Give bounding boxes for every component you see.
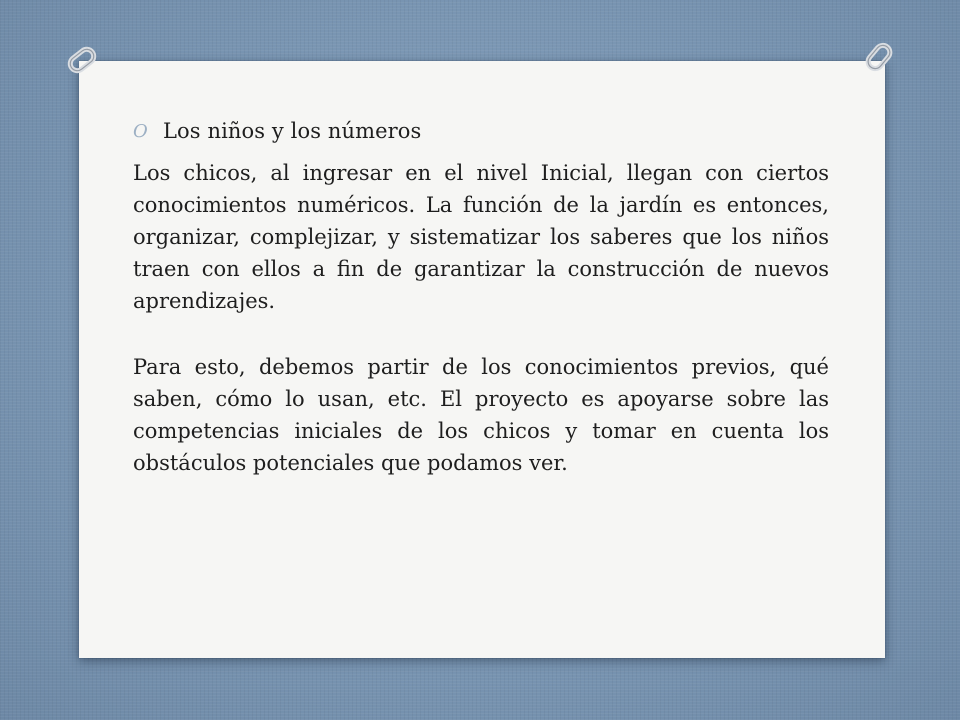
- pin-right-icon: [862, 42, 896, 72]
- pin-left-shape: [65, 45, 99, 75]
- paragraph-approach: Para esto, debemos partir de los conocimientos previos, qué saben, cómo lo usan, etc. El proyecto es apoyarse sobre las competencias iniciales de los chicos y tomar en cuenta los obstáculos potenciales que podamos ver.: [133, 355, 829, 475]
- pin-right-shape: [862, 42, 896, 72]
- pin-left-icon: [65, 45, 99, 75]
- heading-row: [133, 116, 421, 146]
- paragraph-intro: Los chicos, al ingresar en el nivel Inicial, llegan con ciertos conocimientos numéricos. La función de la jardín es entonces, organizar, complejizar, y sistematizar los saberes que los niños traen con ellos a fin de garantizar la construcción de nuevos aprendizajes.: [133, 161, 829, 313]
- slide-heading: Los niños y los números: [163, 119, 422, 143]
- bullet-icon: O: [133, 120, 148, 142]
